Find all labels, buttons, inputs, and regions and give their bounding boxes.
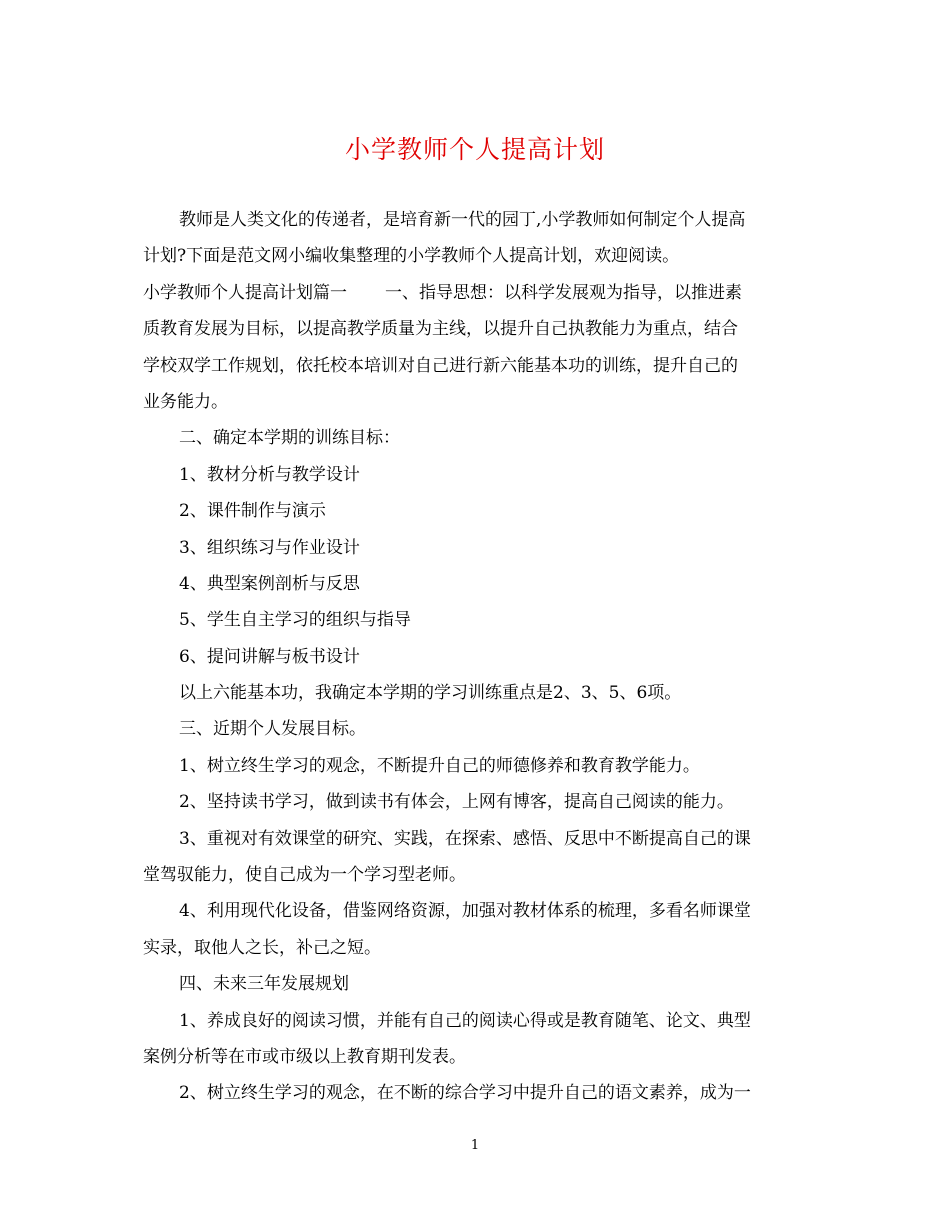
paragraph-line: 学校双学工作规划，依托校本培训对自己进行新六能基本功的训练，提升自己的 bbox=[143, 355, 738, 376]
paragraph-line: 实录，取他人之长，补己之短。 bbox=[143, 937, 381, 958]
list-item: 4、典型案例剖析与反思 bbox=[179, 573, 360, 594]
document-body bbox=[143, 202, 807, 1112]
list-item: 1、教材分析与教学设计 bbox=[179, 464, 360, 485]
paragraph-line: 案例分析等在市或市级以上教育期刊发表。 bbox=[143, 1046, 466, 1067]
paragraph-line: 三、近期个人发展目标。 bbox=[179, 719, 366, 740]
paragraph-line: 堂驾驭能力，使自己成为一个学习型老师。 bbox=[143, 865, 466, 886]
paragraph-line: 2、坚持读书学习，做到读书有体会，上网有博客，提高自己阅读的能力。 bbox=[179, 792, 734, 813]
paragraph-line: 4、利用现代化设备，借鉴网络资源，加强对教材体系的梳理，多看名师课堂 bbox=[179, 901, 751, 922]
list-item: 3、组织练习与作业设计 bbox=[179, 537, 360, 558]
section-heading-line bbox=[143, 275, 807, 311]
list-item: 6、提问讲解与板书设计 bbox=[179, 646, 360, 667]
list-item: 2、课件制作与演示 bbox=[179, 501, 326, 522]
document-title: 小学教师个人提高计划 bbox=[344, 135, 605, 164]
paragraph-line: 计划?下面是范文网小编收集整理的小学教师个人提高计划，欢迎阅读。 bbox=[143, 246, 680, 267]
paragraph-line: 四、未来三年发展规划 bbox=[179, 974, 349, 995]
paragraph-text: 一、指导思想：以科学发展观为指导，以推进素 bbox=[385, 282, 742, 303]
list-item: 5、学生自主学习的组织与指导 bbox=[179, 610, 411, 631]
section-heading: 小学教师个人提高计划篇一 bbox=[143, 282, 347, 303]
paragraph-line: 以上六能基本功，我确定本学期的学习训练重点是2、3、5、6项。 bbox=[179, 683, 682, 704]
paragraph-line: 业务能力。 bbox=[143, 391, 228, 412]
paragraph-line: 1、树立终生学习的观念，不断提升自己的师德修养和教育教学能力。 bbox=[179, 755, 700, 776]
paragraph-line: 2、树立终生学习的观念，在不断的综合学习中提升自己的语文素养，成为一 bbox=[179, 1083, 751, 1104]
paragraph-line: 二、确定本学期的训练目标： bbox=[179, 428, 400, 449]
paragraph-line: 教师是人类文化的传递者，是培育新一代的园丁,小学教师如何制定个人提高 bbox=[179, 210, 746, 230]
paragraph-line: 质教育发展为目标，以提高教学质量为主线，以提升自己执教能力为重点，结合 bbox=[143, 319, 738, 340]
paragraph-line: 3、重视对有效课堂的研究、实践，在探索、感悟、反思中不断提高自己的课 bbox=[179, 828, 751, 849]
page-number: 1 bbox=[470, 1138, 480, 1153]
paragraph-line: 1、养成良好的阅读习惯，并能有自己的阅读心得或是教育随笔、论文、典型 bbox=[179, 1010, 751, 1031]
